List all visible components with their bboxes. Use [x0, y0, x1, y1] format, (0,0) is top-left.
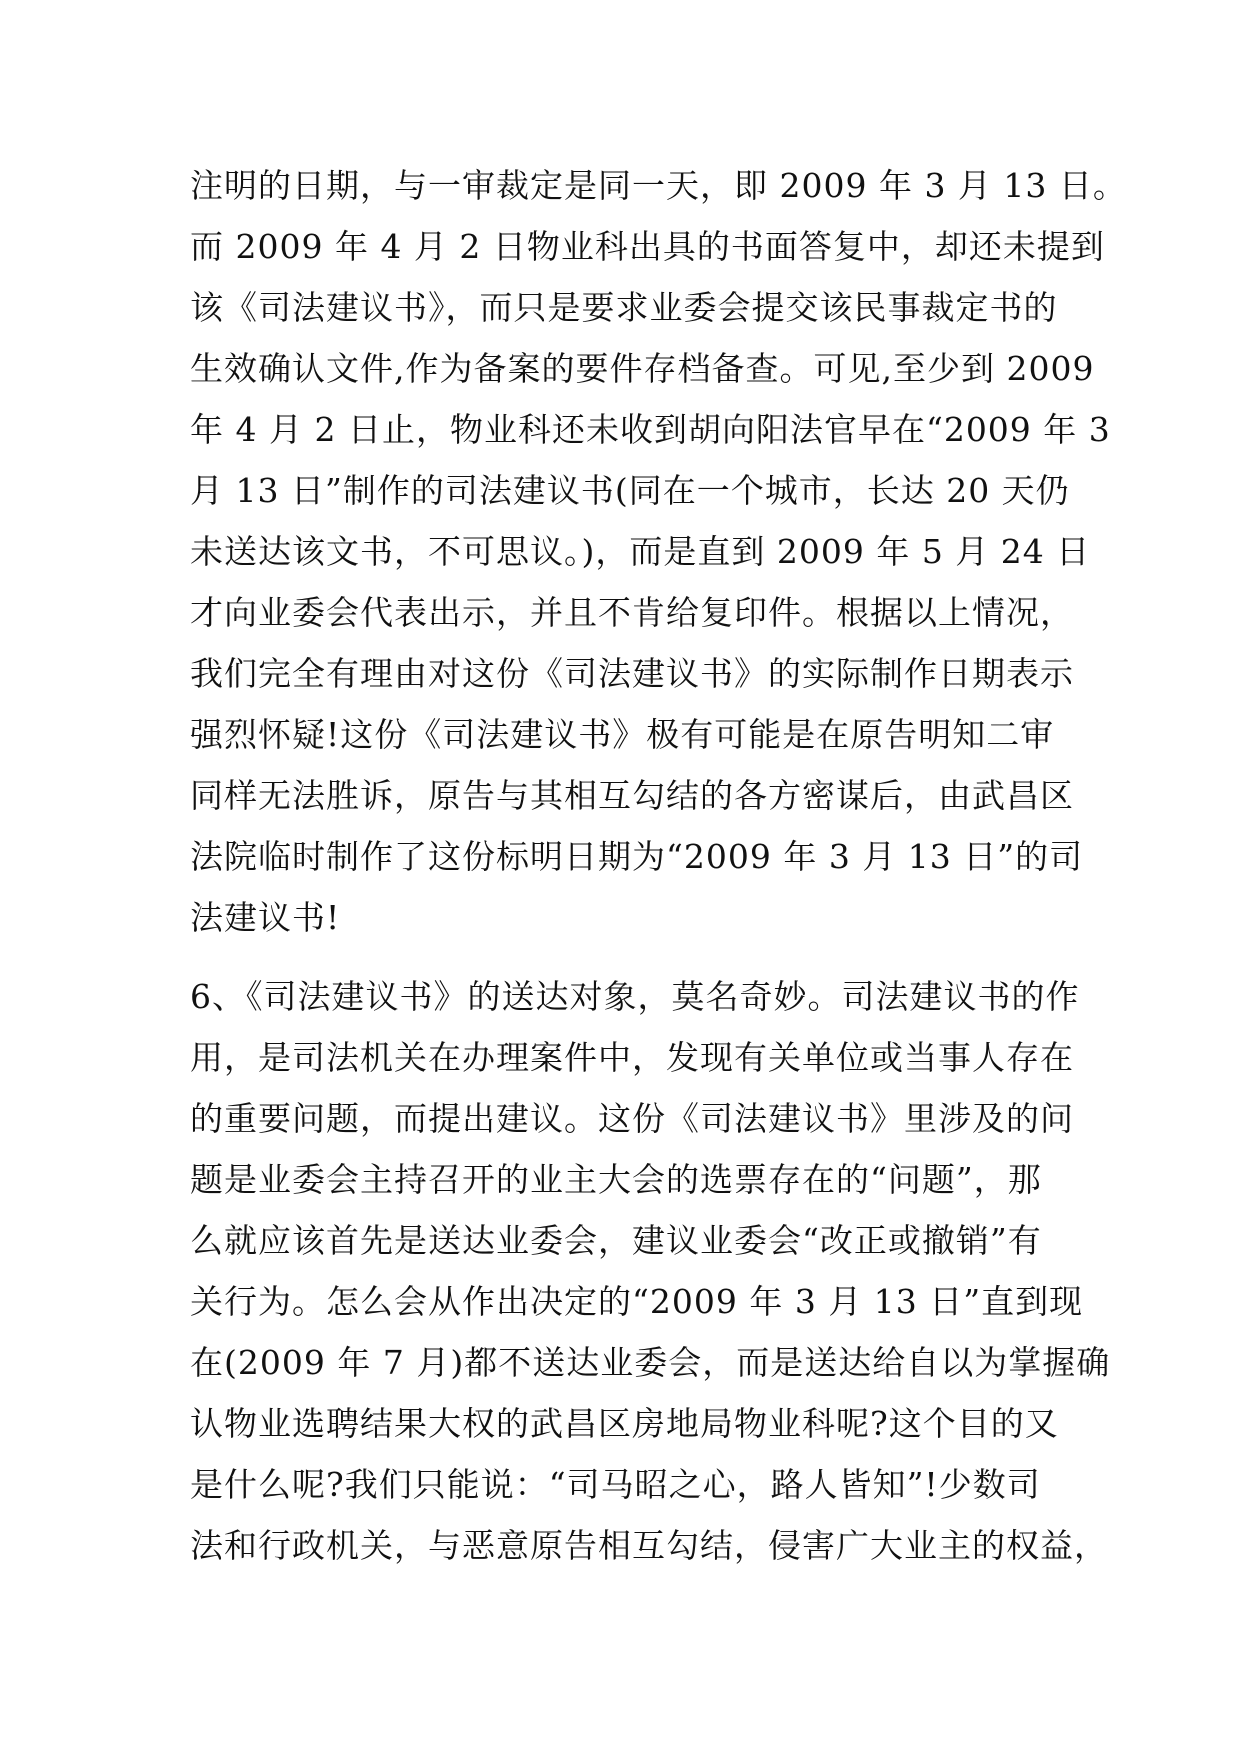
- text-line: 该《司法建议书》，而只是要求业委会提交该民事裁定书的: [190, 288, 1058, 327]
- text-line: 法院临时制作了这份标明日期为“2009 年 3 月 13 日”的司: [190, 837, 1084, 876]
- text-line: 月 13 日”制作的司法建议书(同在一个城市，长达 20 天仍: [190, 471, 1070, 510]
- text-line: 同样无法胜诉，原告与其相互勾结的各方密谋后，由武昌区: [190, 776, 1074, 815]
- text-line: 强烈怀疑!这份《司法建议书》极有可能是在原告明知二审: [190, 715, 1055, 754]
- text-line: 题是业委会主持召开的业主大会的选票存在的“问题”，那: [190, 1160, 1042, 1199]
- paragraph-judicial-suggestion-date: [190, 155, 1127, 948]
- text-line: 法和行政机关，与恶意原告相互勾结，侵害广大业主的权益，: [190, 1526, 1108, 1565]
- text-line: 在(2009 年 7 月)都不送达业委会，而是送达给自以为掌握确: [190, 1343, 1111, 1382]
- text-line: 我们完全有理由对这份《司法建议书》的实际制作日期表示: [190, 654, 1074, 693]
- paragraph-delivery-target: [190, 966, 1111, 1576]
- text-line: 么就应该首先是送达业委会，建议业委会“改正或撤销”有: [190, 1221, 1042, 1260]
- text-line: 未送达该文书，不可思议。)，而是直到 2009 年 5 月 24 日: [190, 532, 1091, 571]
- text-line: 的重要问题，而提出建议。这份《司法建议书》里涉及的问: [190, 1099, 1074, 1138]
- text-line: 而 2009 年 4 月 2 日物业科出具的书面答复中，却还未提到: [190, 227, 1105, 266]
- text-line: 6、《司法建议书》的送达对象，莫名奇妙。司法建议书的作: [190, 977, 1080, 1016]
- text-line: 法建议书!: [190, 898, 341, 937]
- text-line: 认物业选聘结果大权的武昌区房地局物业科呢?这个目的又: [190, 1404, 1059, 1443]
- text-line: 年 4 月 2 日止，物业科还未收到胡向阳法官早在“2009 年 3: [190, 410, 1111, 449]
- text-line: 关行为。怎么会从作出决定的“2009 年 3 月 13 日”直到现: [190, 1282, 1084, 1321]
- text-line: 是什么呢?我们只能说：“司马昭之心，路人皆知”!少数司: [190, 1465, 1041, 1504]
- text-line: 注明的日期，与一审裁定是同一天，即 2009 年 3 月 13 日。: [190, 166, 1127, 205]
- text-line: 才向业委会代表出示，并且不肯给复印件。根据以上情况，: [190, 593, 1074, 632]
- text-line: 用，是司法机关在办理案件中，发现有关单位或当事人存在: [190, 1038, 1074, 1077]
- text-line: 生效确认文件,作为备案的要件存档备查。可见,至少到 2009: [190, 349, 1095, 388]
